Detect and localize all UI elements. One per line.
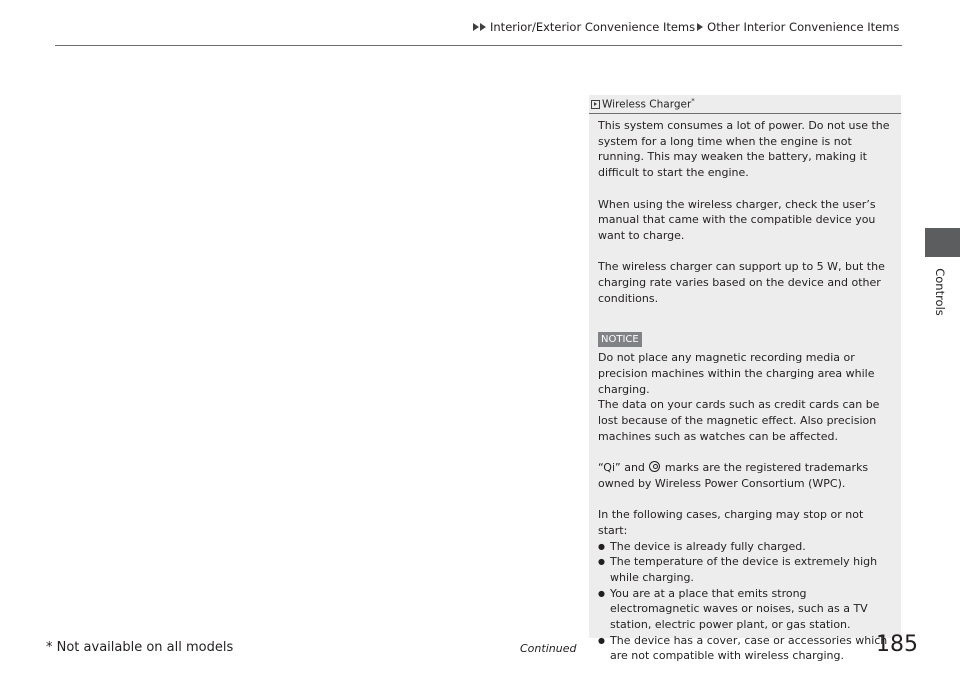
trademark-text: “Qi” and marks are the registered trademarks owned by Wireless Power Consortium (WPC). <box>598 461 869 490</box>
note-paragraph: When using the wireless charger, check the user’s manual that came with the compatible device you want to charge. <box>598 197 876 242</box>
section-tab-label: Controls <box>933 268 947 316</box>
list-item: ● You are at a place that emits strong electromagnetic waves or noises, such as a TV station, electric power plant, or gas station. <box>598 586 896 633</box>
section-tab <box>920 262 960 322</box>
availability-footnote: * Not available on all models <box>46 640 234 655</box>
section-tab-marker <box>925 228 960 257</box>
note-body <box>598 118 896 664</box>
availability-marker: * <box>691 97 695 106</box>
arrow-icon <box>473 23 479 31</box>
notice-text: Do not place any magnetic recording media or precision machines within the charging area while charging. <box>598 351 875 396</box>
cases-intro: In the following cases, charging may stop or not start: <box>598 508 864 537</box>
continued-label: Continued <box>520 642 577 655</box>
note-title-row <box>589 95 901 114</box>
note-title: Wireless Charger* <box>602 97 695 111</box>
arrow-icon <box>480 23 486 31</box>
list-item: ● The device is already fully charged. <box>598 539 896 555</box>
note-paragraph: The wireless charger can support up to 5 W, but the charging rate varies based on the device and other conditions. <box>598 260 885 305</box>
list-item: ● The device has a cover, case or accessories which are not compatible with wireless charging. <box>598 633 896 664</box>
breadcrumb <box>473 19 901 35</box>
arrow-icon <box>697 23 703 31</box>
notice-badge: NOTICE <box>598 332 642 347</box>
note-paragraph: This system consumes a lot of power. Do not use the system for a long time when the engine is not running. This may weaken the battery, making it difficult to start the engine. <box>598 119 890 180</box>
list-item: ● The temperature of the device is extremely high while charging. <box>598 554 896 585</box>
breadcrumb-item: Interior/Exterior Convenience Items <box>490 20 696 34</box>
notice-text: The data on your cards such as credit cards can be lost because of the magnetic effect. Also precision machines such as watches can be affected. <box>598 398 880 443</box>
page-number: 185 <box>876 632 918 657</box>
qi-logo-icon <box>649 461 660 472</box>
reference-icon <box>591 100 600 109</box>
header-divider <box>55 45 902 46</box>
breadcrumb-item: Other Interior Convenience Items <box>707 20 900 34</box>
